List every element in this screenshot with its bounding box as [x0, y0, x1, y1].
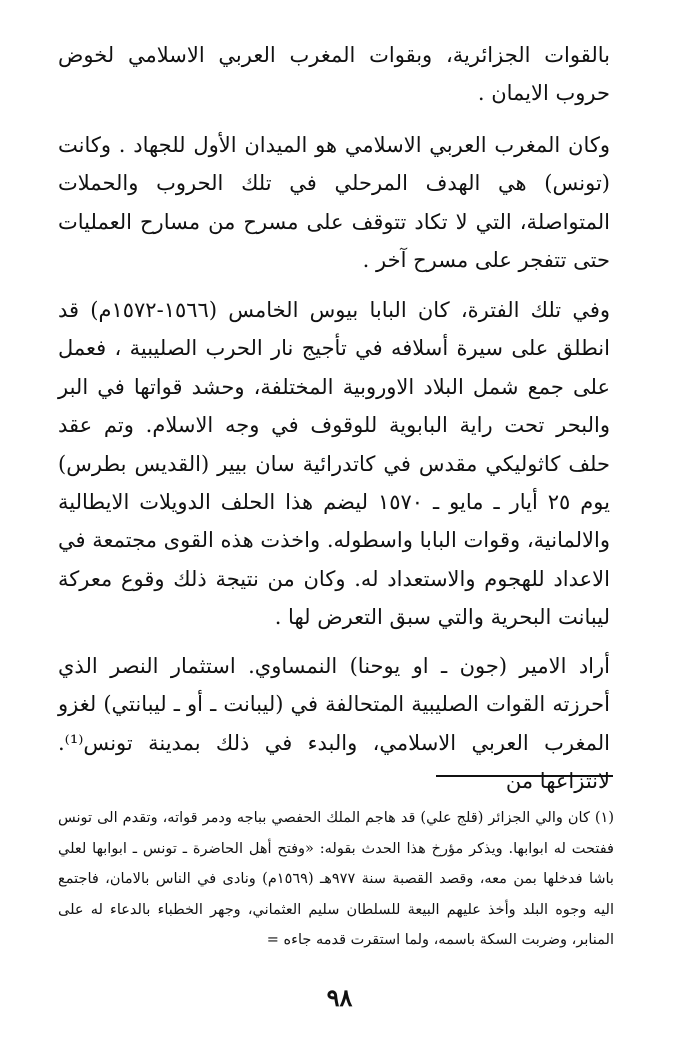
body-paragraph-3 [58, 291, 610, 637]
body-paragraph-1 [58, 36, 610, 113]
body-paragraph-4 [58, 647, 610, 801]
paragraph-text: وكان المغرب العربي الاسلامي هو الميدان الأول للجهاد . وكانت (تونس) هي الهدف المرحلي في تلك الحروب والحملات المتواصلة، التي لا تكاد تتوقف على مسرح من مسارح العمليات حتى تتفجر على مسرح آخر . [58, 133, 610, 273]
page-number: ٩٨ [326, 983, 353, 1012]
body-paragraph-2 [58, 126, 610, 280]
footnote: (١) كان والي الجزائر (قلج علي) قد هاجم الملك الحفصي بباجه ودمر قواته، وتقدم الى تونس ففتحت له ابوابها. ويذكر مؤرخ هذا الحدث بقوله: «وفتح أهل الحاضرة ـ تونس ـ ابوابها لعلي باشا فدخلها بمن معه، وقصد القصبة سنة ٩٧٧هـ (١٥٦٩م) ونادى في الناس بالامان، فاجتمع اليه وجوه البلد وأخذ عليهم البيعة للسلطان سليم العثماني، وجهر الخطباء بالدعاء له على المنابر، وضربت السكة باسمه، ولما استقرت قدمه جاءه = [58, 810, 614, 949]
paragraph-text: وفي تلك الفترة، كان البابا بيوس الخامس (١٥٦٦-١٥٧٢م) قد انطلق على سيرة أسلافه في تأجيج نار الحرب الصليبية ، فعمل على جمع شمل البلاد الاوروبية المختلفة، وحشد قواتها في البر والبحر تحت راية البابوية للوقوف في وجه الاسلام. وتم عقد حلف كاثوليكي مقدس في كاتدرائية سان بيير (القديس بطرس) يوم ٢٥ أيار ـ مايو ـ ١٥٧٠ ليضم هذا الحلف الدويلات الايطالية والالمانية، وقوات البابا واسطوله. واخذت هذه القوى مجتمعة في الاعداد للهجوم والاستعداد له. وكان من نتيجة ذلك وقوع معركة ليبانت البحرية والتي سبق التعرض لها . [58, 298, 611, 630]
paragraph-text: بالقوات الجزائرية، وبقوات المغرب العربي الاسلامي لخوض حروب الايمان . [58, 43, 610, 106]
paragraph-text: أراد الامير (جون ـ او يوحنا) النمساوي. استثمار النصر الذي أحرزته القوات الصليبية المتحالفة في (ليبانت ـ أو ـ ليبانتي) لغزو المغرب العربي الاسلامي، والبدء في ذلك بمدينة تونس⁽¹⁾. لانتزاعها من [58, 654, 610, 794]
footnote-separator [436, 775, 613, 777]
